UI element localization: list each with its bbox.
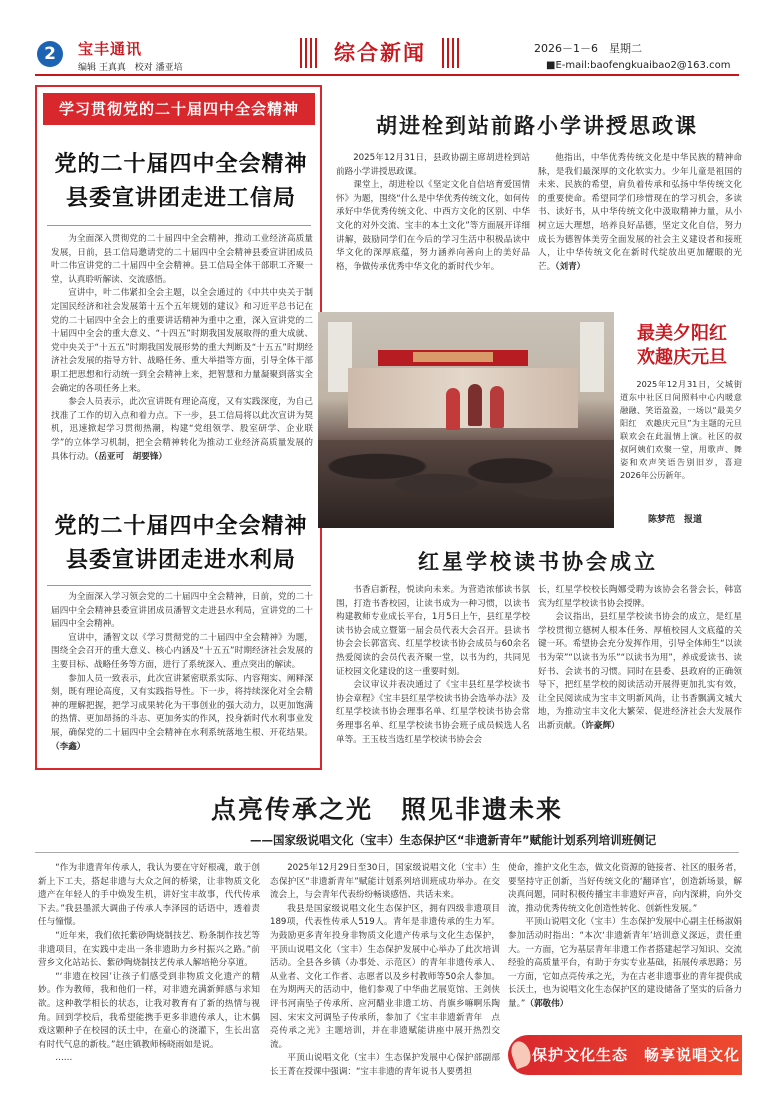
masthead: 宝丰通讯 xyxy=(78,40,143,58)
photo-story-title xyxy=(622,322,742,370)
photo-performer xyxy=(468,384,482,426)
feature-headline-part1: 点亮传承之光 xyxy=(210,795,373,824)
paragraph: “‘非遗在校园’让孩子们感受到非物质文化遗产的精妙。作为教师，我和他们一样，对非遗充满新鲜感与求知欲。这种教学相长的状态，让我对教育有了新的热情与视角。回到学校后，我希望能携手更多非遗传承人，让木偶戏这颗种子在校园的沃土中，在童心的浇灌下，生长出富有时代气息的新枝。”赵庄镇教师杨晓雨如是说。 xyxy=(38,971,260,1050)
paragraph: 2025年12月31日，父城街道东中社区日间照料中心内暖意融融、笑语盈盈，一场以“最美夕阳红 欢趣庆元旦”为主题的元旦联欢会在此温情上演。社区的叔叔阿姨们欢聚一堂，用歌声、舞姿和欢声笑语告别旧岁，喜迎2026年公历新年。 xyxy=(620,379,742,480)
feature-col3 xyxy=(508,862,742,1030)
byline: （郭敬伟） xyxy=(525,998,569,1009)
paragraph: 使命，推护文化生态，做文化资源的链接者、社区的服务者，要坚持守正创新，当好传统文化的‘翻译官’，创造新场景，解决真问题，同时积极传播宝丰非遗好声音，向内深耕，向外交流，推动优秀传统文化创造性转化、创新性发展。” xyxy=(508,863,742,914)
slogan-badge xyxy=(508,1035,742,1075)
issue-date: 2026－1－6 星期二 xyxy=(534,42,642,55)
editor-credit: 编辑 王真真 xyxy=(78,63,126,73)
photo-byline: 陈梦范 报道 xyxy=(648,515,703,525)
header-rule xyxy=(35,74,739,76)
feature-col2 xyxy=(270,862,500,1094)
paragraph: 平顶山说唱文化（宝丰）生态保护发展中心保护部副部长王菁在授课中强调：“宝丰非遗的青年说书人要勇担 xyxy=(270,1053,500,1077)
paragraph xyxy=(508,916,742,1011)
article2-body xyxy=(51,591,313,761)
divider xyxy=(47,225,311,226)
paragraph xyxy=(538,611,742,733)
photo-audience xyxy=(318,440,614,528)
paragraph: 书香启新程，悦读向未来。为营造浓郁读书氛围，打造书香校园，让读书成为一种习惯，以读书构建教师专业成长平台，1月5日上午，县红星学校读书协会成立暨第一届会员代表大会召开。县读书协会会长郭富宾、红星学校读书协会成员与60余名热爱阅读的会员代表齐聚一堂，以书为约，共同见证校园文化建设的这一重要时刻。 xyxy=(336,585,530,677)
editorial-crew xyxy=(78,60,189,73)
feature-col1 xyxy=(38,862,260,1082)
feature-headline xyxy=(35,790,739,826)
headline-ideology-class: 胡进栓到站前路小学讲授思政课 xyxy=(376,113,698,138)
photo-window xyxy=(580,322,604,392)
article2-title-line2: 县委宣讲团走进水利局 xyxy=(65,548,296,573)
decor-stripes-right xyxy=(442,38,460,68)
section-banner xyxy=(300,38,460,68)
photo-story-title-line1: 最美夕阳红 xyxy=(637,323,727,344)
photo-stage xyxy=(348,368,578,428)
paragraph: “近年来，我们依托紫砂陶烧制技艺、粉条制作技艺等非遗项目，在实践中走出一条非遗助力乡村振兴之路。”前营乡文化站站长、紫砂陶烧制技艺传承人解培艳分享道。 xyxy=(38,930,260,969)
reading-col1 xyxy=(336,584,530,772)
paragraph-text: 会议指出，县红星学校读书协会的成立，是红星学校贯彻立德树人根本任务、厚植校园人文底蕴的关键一环。希望协会充分发挥作用，引导全体师生“以读书为荣”“以读书为乐”“以读书为用”，养成爱读书、读好书、会读书的习惯。同时在县委、县政府的正确领导下，把红星学校的阅读活动开展得更加扎实有效，让全民阅读成为宝丰文明新风尚，让书香飘满文城大地，为推动宝丰文化大繁荣、促进经济社会大发展作出新贡献。 xyxy=(538,612,742,731)
decor-stripes-left xyxy=(300,38,318,68)
paragraph xyxy=(538,152,742,274)
paragraph: “作为非遗青年传承人，我认为要在守好根魂，敢于创新上下工夫，搭起非遗与大众之间的桥梁，让非物质文化遗产在年轻人的手中焕发生机，讲好宝丰故事，代代传承下去。”我县墨派大调曲子传承人李泽园的话语中，透着责任与憧憬。 xyxy=(38,863,260,928)
reading-col2 xyxy=(538,584,742,772)
special-column-box xyxy=(35,85,322,770)
proofreader-credit: 校对 潘亚培 xyxy=(134,63,183,73)
paragraph xyxy=(51,673,313,755)
paragraph: 2025年12月29日至30日，国家级说唱文化（宝丰）生态保护区“非遗新青年”赋能计划系列培训班成功举办。在交流会上，与会青年代表纷纷畅谈感悟、共话未来。 xyxy=(270,863,500,901)
paragraph: 宣讲中，叶二伟紧扣全会主题，以全会通过的《中共中央关于制定国民经济和社会发展第十五个五年规划的建议》和习近平总书记在党的二十届四中全会上的重要讲话精神为重中之重，深入宣讲党的二十届四中全会的重大意义、“十四五”时期我国发展取得的重大成就、党中央关于“十五五”时期我国发展形势的重大判断及“十五五”时期经济社会发展的指导方针、战略任务、重大举措等方面，引导全体干部职工把思想和行动统一到全会精神上来，把智慧和力量凝聚到落实全会确定的各项任务上来。 xyxy=(51,288,313,394)
paragraph xyxy=(51,396,313,464)
byline: （岳亚可 胡要锋） xyxy=(93,451,168,462)
paragraph: 课堂上，胡进栓以《坚定文化自信培育爱国情怀》为题，围绕“什么是中华优秀传统文化，如何传承好中华优秀传统文化、中西方文化的区别、中华文化的对外交流、宝丰的本土文化”等方面展开详细讲解，鼓励同学们在今后的学习生活中积极品读中华文化的深厚底蕴，努力涵养向善向上的美好品格，争做传承优秀中华文化的新时代少年。 xyxy=(336,180,530,272)
paragraph-text: 参加人员一致表示，此次宣讲紧密联系实际、内容翔实、阐释深刻，既有理论高度，又有实践指导性。下一步，将持续深化对全会精神的理解把握，把学习成果转化为干事创业的强大动力，以更加饱满的热情、更加昂扬的斗志、更加务实的作风，投身新时代水利事业发展，确保党的二十届四中全会精神在水利系统落地生根、开花结果。 xyxy=(51,673,313,738)
ideology-col1 xyxy=(336,152,530,302)
article1-body xyxy=(51,233,313,505)
news-photo xyxy=(318,312,614,528)
paragraph: 2025年12月31日，县政协副主席胡进栓到站前路小学讲授思政课。 xyxy=(336,153,530,177)
article1-title-line2: 县委宣讲团走进工信局 xyxy=(65,186,296,211)
paragraph-text: 他指出，中华优秀传统文化是中华民族的精神命脉，是我们最深厚的文化软实力。少年儿童是祖国的未来、民族的希望，肩负着传承和弘扬中华传统文化的重要使命。希望同学们珍惜现在的学习机会，多读书、读好书，从中华传统文化中汲取精神力量，从小树立远大理想，培养良好品德，坚定文化自信，努力成长为德智体美劳全面发展的社会主义建设者和接班人，让中华传统文化在新时代绽放出更加耀眼的光芒。 xyxy=(538,153,742,272)
byline: （李鑫） xyxy=(51,741,86,752)
column-banner: 学习贯彻党的二十届四中全会精神 xyxy=(43,93,315,125)
photo-story-body xyxy=(620,378,742,508)
paragraph-text: 平顶山说唱文化（宝丰）生态保护发展中心副主任杨淑娟参加活动时指出：“本次‘非遗新青年’培训意义深远，责任重大。一方面，它为基层青年非遗工作者搭建起学习知识、交流经验的高质量平台，有助于夯实专业基础，拓展传承思路；另一方面，它如点亮传承之光，为在古老非遗事业的青年提供成长沃土，也为说唱文化生态保护区的建设储备了坚实的后备力量。” xyxy=(508,917,742,1009)
ideology-col2 xyxy=(538,152,742,302)
article1-title-line1: 党的二十届四中全会精神 xyxy=(54,152,308,177)
leaf-icon xyxy=(508,1039,534,1070)
paragraph: 为全面深入贯彻党的二十届四中全会精神，推动工业经济高质量发展，日前，县工信局邀请党的二十届四中全会精神县委宣讲团成员叶二伟宣讲党的二十届四中全会精神。县工信局全体干部职工齐聚一堂，认真聆听解读、交流感悟。 xyxy=(51,234,313,285)
photo-performer xyxy=(446,388,460,430)
paragraph: 我县是国家级说唱文化生态保护区，拥有四级非遗项目189项，代表性传承人519人。青年是非遗传承的生力军。为鼓励更多青年投身非物质文化遗产传承与文化生态保护，平顶山说唱文化（宝丰）生态保护发展中心举办了此次培训活动。全县各乡镇（办事处、示范区）的青年非遗传承人、从业者、文化工作者、志愿者以及乡村教师等50余人参加。在为期两天的活动中，他们参观了中华曲艺展览馆、王剑侠评书河南坠子传承所、应河醋业非遗工坊、肖旗乡嘛啊乐陶园、宋宋文河调坠子传承所，参加了《宝丰非遗新青年 点亮传承之光》主题培训，并在非遗赋能讲座中展开热烈交流。 xyxy=(270,903,500,1050)
byline: （刘青） xyxy=(555,261,586,272)
divider xyxy=(35,852,739,853)
paragraph: 长，红星学校校长陶娜受聘为该协会名誉会长，韩富宾为红星学校读书协会授牌。 xyxy=(538,585,742,609)
paragraph: …… xyxy=(55,1053,73,1064)
page-number: 2 xyxy=(37,41,63,67)
byline: （许豪辉） xyxy=(580,720,620,731)
paragraph-text: 参会人员表示，此次宣讲既有理论高度，又有实践深度，为自己找准了工作的切入点和着力点。下一步，县工信局将以此次宣讲为契机，迅速掀起学习贯彻热潮，构建“党组领学、股室研学、企业联学”的立体学习机制，把全会精神转化为推动工业经济高质量发展的具体行动。 xyxy=(51,397,313,462)
photo-performer xyxy=(490,386,504,428)
paragraph: 会议审议并表决通过了《宝丰县红星学校读书协会章程》《宝丰县红星学校读书协会选举办法》及红星学校读书协会理事名单、红星学校读书协会常务理事名单、红星学校读书协会班子成员候选人名单等。王玉枝当选红星学校读书协会会 xyxy=(336,680,530,745)
page-header xyxy=(0,0,772,78)
feature-subtitle: ——国家级说唱文化（宝丰）生态保护区“非遗新青年”赋能计划系列培训班侧记 xyxy=(250,833,657,847)
photo-banner-text xyxy=(413,352,493,362)
paragraph: 宣讲中，潘智文以《学习贯彻党的二十届四中全会精神》为题，围绕全会召开的重大意义、核心内涵及“十五五”时期经济社会发展的主要目标、战略任务等方面，进行了系统深入、重点突出的解读。 xyxy=(51,632,313,670)
divider xyxy=(47,585,311,586)
contact-email: ■E-mail:baofengkuaibao2@163.com xyxy=(546,60,731,71)
photo-story-title-line2: 欢趣庆元旦 xyxy=(637,347,727,368)
feature-headline-part2: 照见非遗未来 xyxy=(401,795,564,824)
paragraph: 为全面深入学习领会党的二十届四中全会精神，日前，党的二十届四中全会精神县委宣讲团成员潘智文走进县水利局，宣讲党的二十届四中全会精神。 xyxy=(51,592,313,630)
article2-title-line1: 党的二十届四中全会精神 xyxy=(54,514,308,539)
section-title: 综合新闻 xyxy=(334,41,426,65)
slogan-text: 保护文化生态 畅享说唱文化 xyxy=(532,1046,741,1064)
headline-reading-association: 红星学校读书协会成立 xyxy=(418,549,658,574)
